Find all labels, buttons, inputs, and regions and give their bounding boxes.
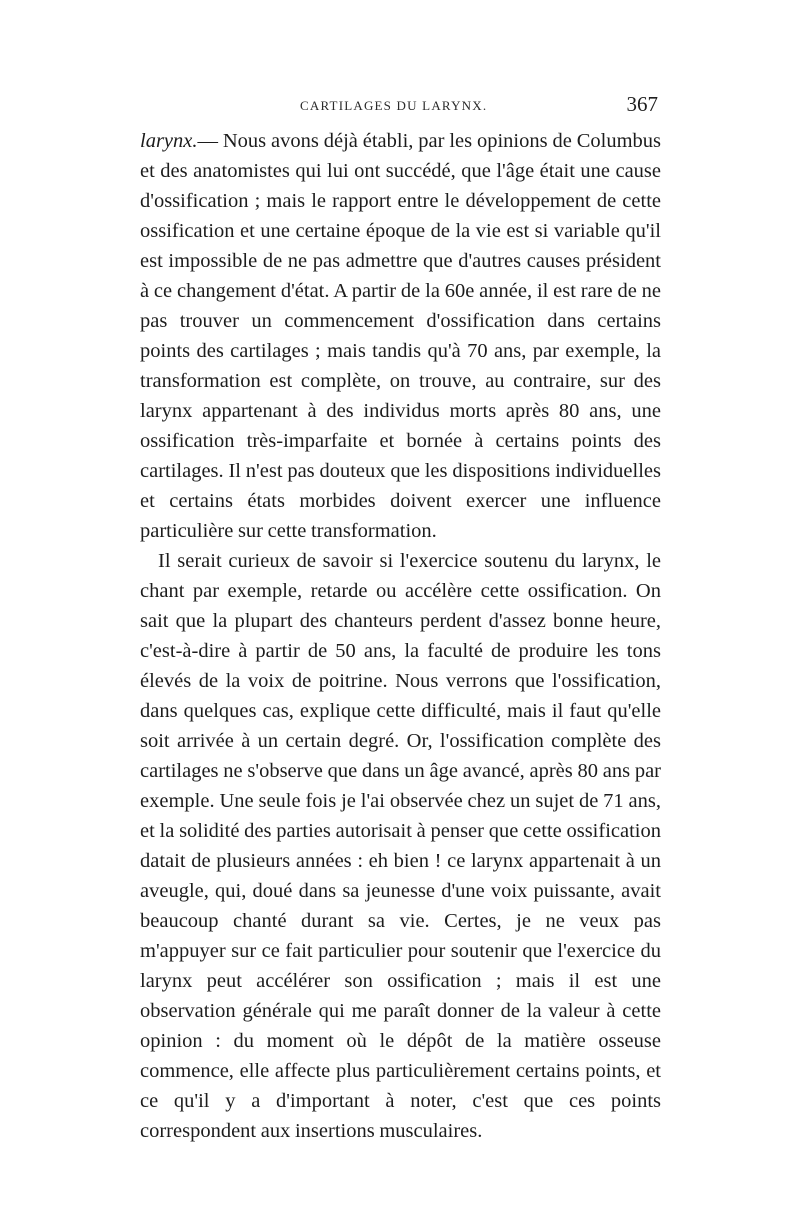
paragraph-1: [140, 126, 661, 546]
paragraph-1-text: — Nous avons déjà établi, par les opinions de Columbus et des anatomistes qui lui ont succédé, que l'âge était une cause d'ossification ; mais le rapport entre le développement de cette ossification et une certaine époque de la vie est si variable qu'il est impossible de ne pas admettre que d'autres causes président à ce changement d'état. A partir de la 60e année, il est rare de ne pas trouver un commencement d'ossification dans certains points des cartilages ; mais tandis qu'à 70 ans, par exemple, la transformation est complète, on trouve, au contraire, sur des larynx appartenant à des individus morts après 80 ans, une ossification très-imparfaite et bornée à certains points des cartilages. Il n'est pas douteux que les dispositions individuelles et certains états morbides doivent exercer une influence particulière sur cette transformation.: [140, 130, 661, 542]
paragraph-2: Il serait curieux de savoir si l'exercice soutenu du larynx, le chant par exemple, retarde ou accélère cette ossification. On sait que la plupart des chanteurs perdent d'assez bonne heure, c'est-à-dire à partir de 50 ans, la faculté de produire les tons élevés de la voix de poitrine. Nous verrons que l'ossification, dans quelques cas, explique cette difficulté, mais il faut qu'elle soit arrivée à un certain degré. Or, l'ossification complète des cartilages ne s'observe que dans un âge avancé, après 80 ans par exemple. Une seule fois je l'ai observée chez un sujet de 71 ans, et la solidité des parties autorisait à penser que cette ossification datait de plusieurs années : eh bien ! ce larynx appartenait à un aveugle, qui, doué dans sa jeunesse d'une voix puissante, avait beaucoup chanté durant sa vie. Certes, je ne veux pas m'appuyer sur ce fait particulier pour soutenir que l'exercice du larynx peut accélérer son ossification ; mais il est une observation générale qui me paraît donner de la valeur à cette opinion : du moment où le dépôt de la matière osseuse commence, elle affecte plus particulièrement certains points, et ce qu'il y a d'important à noter, c'est que ces points correspondent aux insertions musculaires.: [140, 550, 661, 1142]
body-text: [140, 126, 661, 1146]
running-head: [140, 92, 660, 120]
lead-term: larynx.: [140, 130, 198, 152]
running-title: CARTILAGES DU LARYNX.: [300, 98, 488, 113]
page-number: 367: [626, 92, 658, 116]
